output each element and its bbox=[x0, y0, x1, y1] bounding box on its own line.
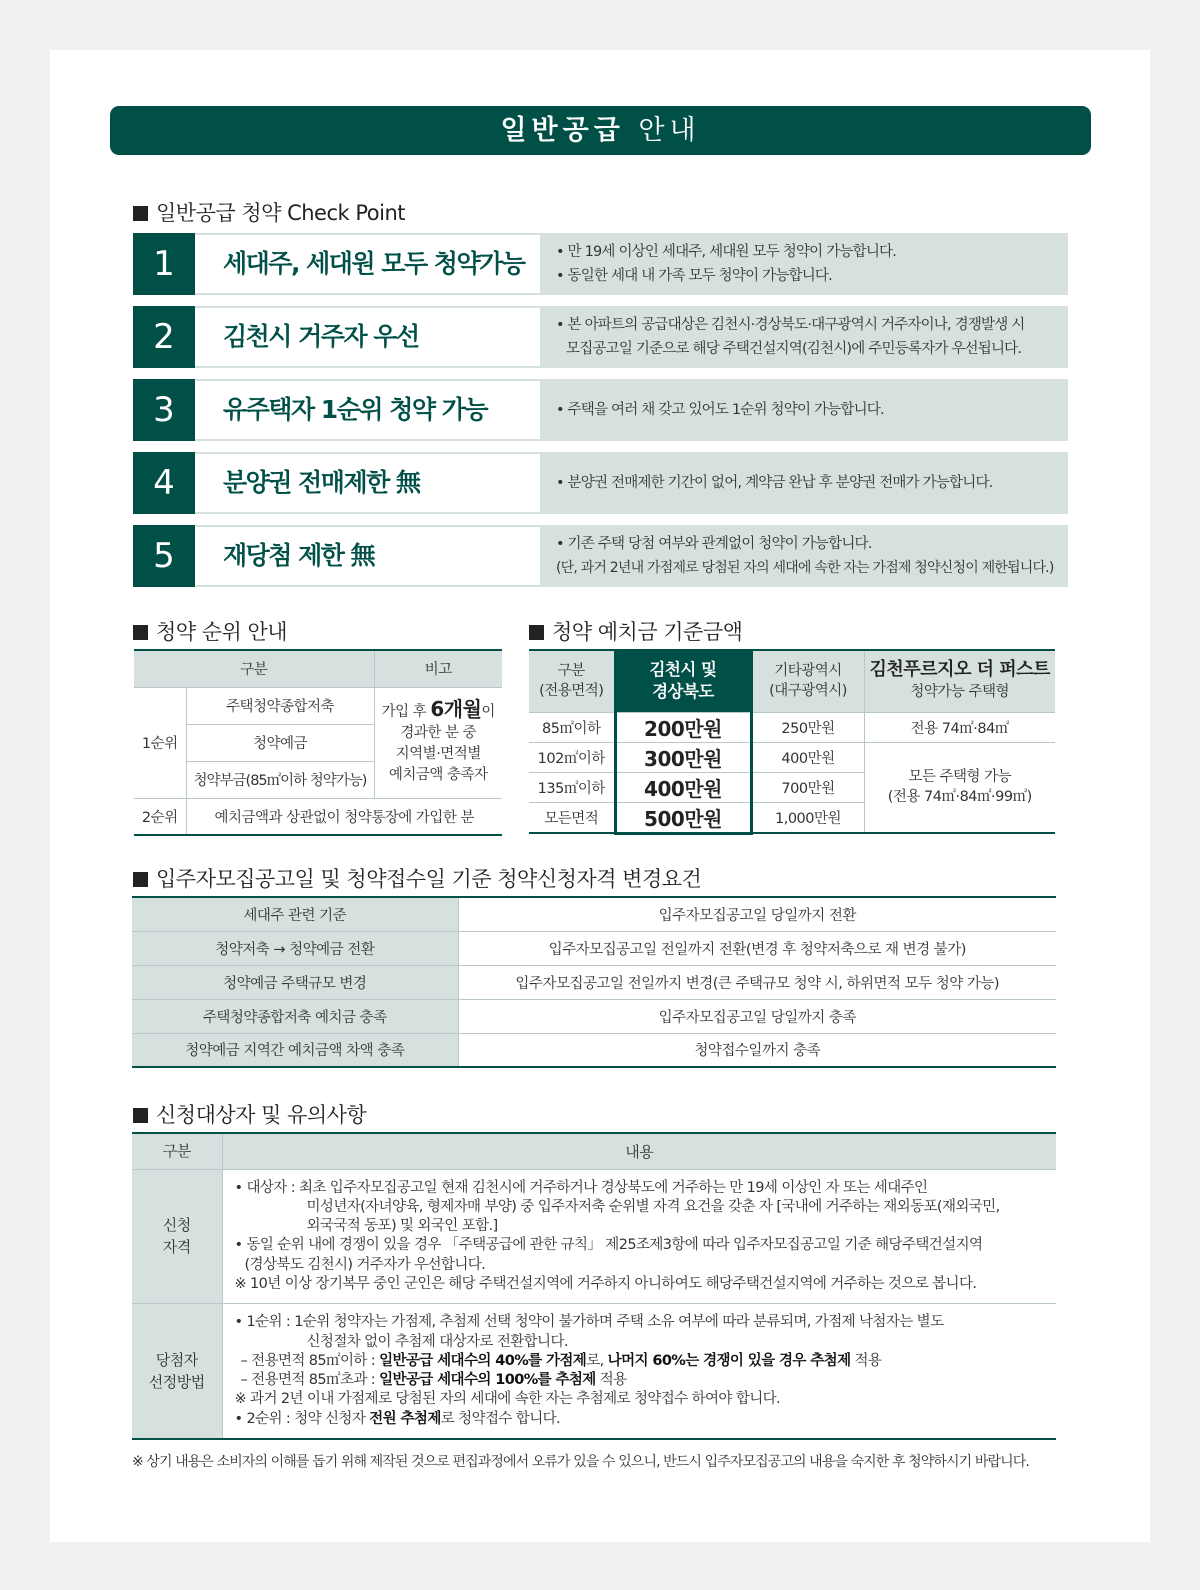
rank-2-text: 예치금액과 상관없이 청약통장에 가입한 분 bbox=[186, 798, 502, 835]
deposit-metro: 250만원 bbox=[751, 712, 864, 742]
checkpoint-item bbox=[133, 306, 1068, 368]
rank-1-item: 주택청약종합저축 bbox=[186, 687, 374, 724]
checkpoint-head: 분양권 전매제한 無 bbox=[195, 452, 542, 514]
deposit-header-type: 김천푸르지오 더 퍼스트 청약가능 주택형 bbox=[864, 650, 1055, 712]
checkpoint-item bbox=[133, 379, 1068, 441]
rank-header-note: 비고 bbox=[374, 650, 502, 687]
deposit-metro: 700만원 bbox=[751, 772, 864, 802]
checkpoint-number: 4 bbox=[133, 452, 195, 514]
checkpoint-head: 유주택자 1순위 청약 가능 bbox=[195, 379, 542, 441]
qualification-label: 신청 자격 bbox=[132, 1169, 222, 1304]
checkpoint-number: 3 bbox=[133, 379, 195, 441]
notes-table bbox=[132, 1132, 1056, 1440]
deposit-local: 300만원 bbox=[615, 742, 751, 772]
deposit-table bbox=[529, 649, 1055, 835]
rank-1-item: 청약예금 bbox=[186, 724, 374, 761]
checkpoint-desc: • 본 아파트의 공급대상은 김천시·경상북도·대구광역시 거주자이나, 경쟁발생 시 모집공고일 기준으로 해당 주택건설지역(김천시)에 주민등록자가 우선됩니다. bbox=[542, 306, 1068, 368]
deposit-area: 102㎡이하 bbox=[529, 742, 615, 772]
checkpoint-title: 일반공급 청약 Check Point bbox=[133, 197, 405, 227]
checkpoint-item bbox=[133, 525, 1068, 587]
square-bullet-icon bbox=[133, 872, 148, 887]
page bbox=[50, 50, 1150, 1542]
rank-note: 가입 후 6개월이 경과한 분 중 지역별·면적별 예치금액 충족자 bbox=[374, 687, 502, 798]
square-bullet-icon bbox=[133, 625, 148, 640]
deposit-metro: 1,000만원 bbox=[751, 802, 864, 833]
checkpoint-item bbox=[133, 452, 1068, 514]
deposit-type: 전용 74㎡·84㎡ bbox=[864, 712, 1055, 742]
rank-1: 1순위 bbox=[134, 687, 186, 798]
rank-title: 청약 순위 안내 bbox=[133, 616, 287, 646]
square-bullet-icon bbox=[133, 1108, 148, 1123]
deposit-local: 400만원 bbox=[615, 772, 751, 802]
deposit-area: 85㎡이하 bbox=[529, 712, 615, 742]
rank-1-item: 청약부금(85㎡이하 청약가능) bbox=[186, 761, 374, 798]
change-title: 입주자모집공고일 및 청약접수일 기준 청약신청자격 변경요건 bbox=[133, 863, 701, 893]
checkpoint-item bbox=[133, 233, 1068, 295]
table-row: 청약예금 주택규모 변경 입주자모집공고일 전일까지 변경(큰 주택규모 청약 시, 하위면적 모두 청약 가능) bbox=[132, 965, 1056, 999]
qualification-content: • 대상자 : 최초 입주자모집공고일 현재 김천시에 거주하거나 경상북도에 거주하는 만 19세 이상인 자 또는 세대주인 미성년자(자녀양육, 형제자매 부양) 중 입주자저축 순위별 자격 요건을 갖춘 자 [국내에 거주하는 재외동포(재외국민, 외국국적 동포) 및 외국인 포함.] • 동일 순위 내에 경쟁이 있을 경우 「주택공급에 관한 규칙」 제25조제3항에 따라 입주자모집공고일 기준 해당주택건설지역 (경상북도 김천시) 거주자가 우선합니다. ※ 10년 이상 장기복무 중인 군인은 해당 주택건설지역에 거주하지 아니하여도 해당주택건설지역에 거주하는 것으로 봅니다. bbox=[222, 1169, 1056, 1304]
deposit-area: 모든면적 bbox=[529, 802, 615, 833]
deposit-header-cat: 구분 (전용면적) bbox=[529, 650, 615, 712]
checkpoint-desc: • 분양권 전매제한 기간이 없어, 계약금 완납 후 분양권 전매가 가능합니다. bbox=[542, 452, 1068, 514]
table-row: 청약예금 지역간 예치금액 차액 충족 청약접수일까지 충족 bbox=[132, 1033, 1056, 1067]
winner-content: • 1순위 : 1순위 청약자는 가점제, 추첨제 선택 청약이 불가하며 주택 소유 여부에 따라 분류되며, 가점제 낙첨자는 별도 신청절차 없이 추첨제 대상자로 전환합니다. – 전용면적 85㎡이하 : 일반공급 세대수의 40%를 가점제로, 나머지 60%는 경쟁이 있을 경우 추첨제 적용 – 전용면적 85㎡초과 : 일반공급 세대수의 100%를 추첨제 적용 ※ 과거 2년 이내 가점제로 당첨된 자의 세대에 속한 자는 추첨제로 청약접수 하여야 합니다. • 2순위 : 청약 신청자 전원 추첨제로 청약접수 합니다. bbox=[222, 1304, 1056, 1439]
checkpoint-head: 김천시 거주자 우선 bbox=[195, 306, 542, 368]
checkpoint-head: 재당첨 제한 無 bbox=[195, 525, 542, 587]
deposit-metro: 400만원 bbox=[751, 742, 864, 772]
deposit-local: 500만원 bbox=[615, 802, 751, 833]
notes-header-cat: 구분 bbox=[132, 1133, 222, 1169]
deposit-header-local: 김천시 및 경상북도 bbox=[615, 650, 751, 712]
checkpoint-head: 세대주, 세대원 모두 청약가능 bbox=[195, 233, 542, 295]
square-bullet-icon bbox=[529, 625, 544, 640]
change-table bbox=[132, 896, 1056, 1068]
square-bullet-icon bbox=[133, 206, 148, 221]
checkpoint-number: 2 bbox=[133, 306, 195, 368]
deposit-title: 청약 예치금 기준금액 bbox=[529, 616, 742, 646]
checkpoint-desc: • 기존 주택 당첨 여부와 관계없이 청약이 가능합니다. (단, 과거 2년내 가점제로 당첨된 자의 세대에 속한 자는 가점제 청약신청이 제한됩니다.) bbox=[542, 525, 1068, 587]
deposit-header-metro: 기타광역시 (대구광역시) bbox=[751, 650, 864, 712]
footnote: ※ 상기 내용은 소비자의 이해를 돕기 위해 제작된 것으로 편집과정에서 오류가 있을 수 있으니, 반드시 입주자모집공고의 내용을 숙지한 후 청약하시기 바랍니다. bbox=[132, 1454, 1029, 1470]
winner-label: 당첨자 선정방법 bbox=[132, 1304, 222, 1439]
checkpoint-number: 1 bbox=[133, 233, 195, 295]
page-banner: 일반공급 안내 bbox=[110, 106, 1091, 155]
checkpoint-desc: • 주택을 여러 채 갖고 있어도 1순위 청약이 가능합니다. bbox=[542, 379, 1068, 441]
deposit-local: 200만원 bbox=[615, 712, 751, 742]
checkpoint-desc: • 만 19세 이상인 세대주, 세대원 모두 청약이 가능합니다. • 동일한 세대 내 가족 모두 청약이 가능합니다. bbox=[542, 233, 1068, 295]
rank-table bbox=[134, 649, 502, 836]
table-row: 주택청약종합저축 예치금 충족 입주자모집공고일 당일까지 충족 bbox=[132, 999, 1056, 1033]
notes-title: 신청대상자 및 유의사항 bbox=[133, 1099, 366, 1129]
checkpoint-number: 5 bbox=[133, 525, 195, 587]
rank-header-cat: 구분 bbox=[134, 650, 374, 687]
rank-2: 2순위 bbox=[134, 798, 186, 835]
notes-header-content: 내용 bbox=[222, 1133, 1056, 1169]
deposit-type-all: 모든 주택형 가능 (전용 74㎡·84㎡·99㎡) bbox=[864, 742, 1055, 833]
deposit-area: 135㎡이하 bbox=[529, 772, 615, 802]
table-row: 세대주 관련 기준 입주자모집공고일 당일까지 전환 bbox=[132, 897, 1056, 931]
table-row: 청약저축 → 청약예금 전환 입주자모집공고일 전일까지 전환(변경 후 청약저축으로 재 변경 불가) bbox=[132, 931, 1056, 965]
